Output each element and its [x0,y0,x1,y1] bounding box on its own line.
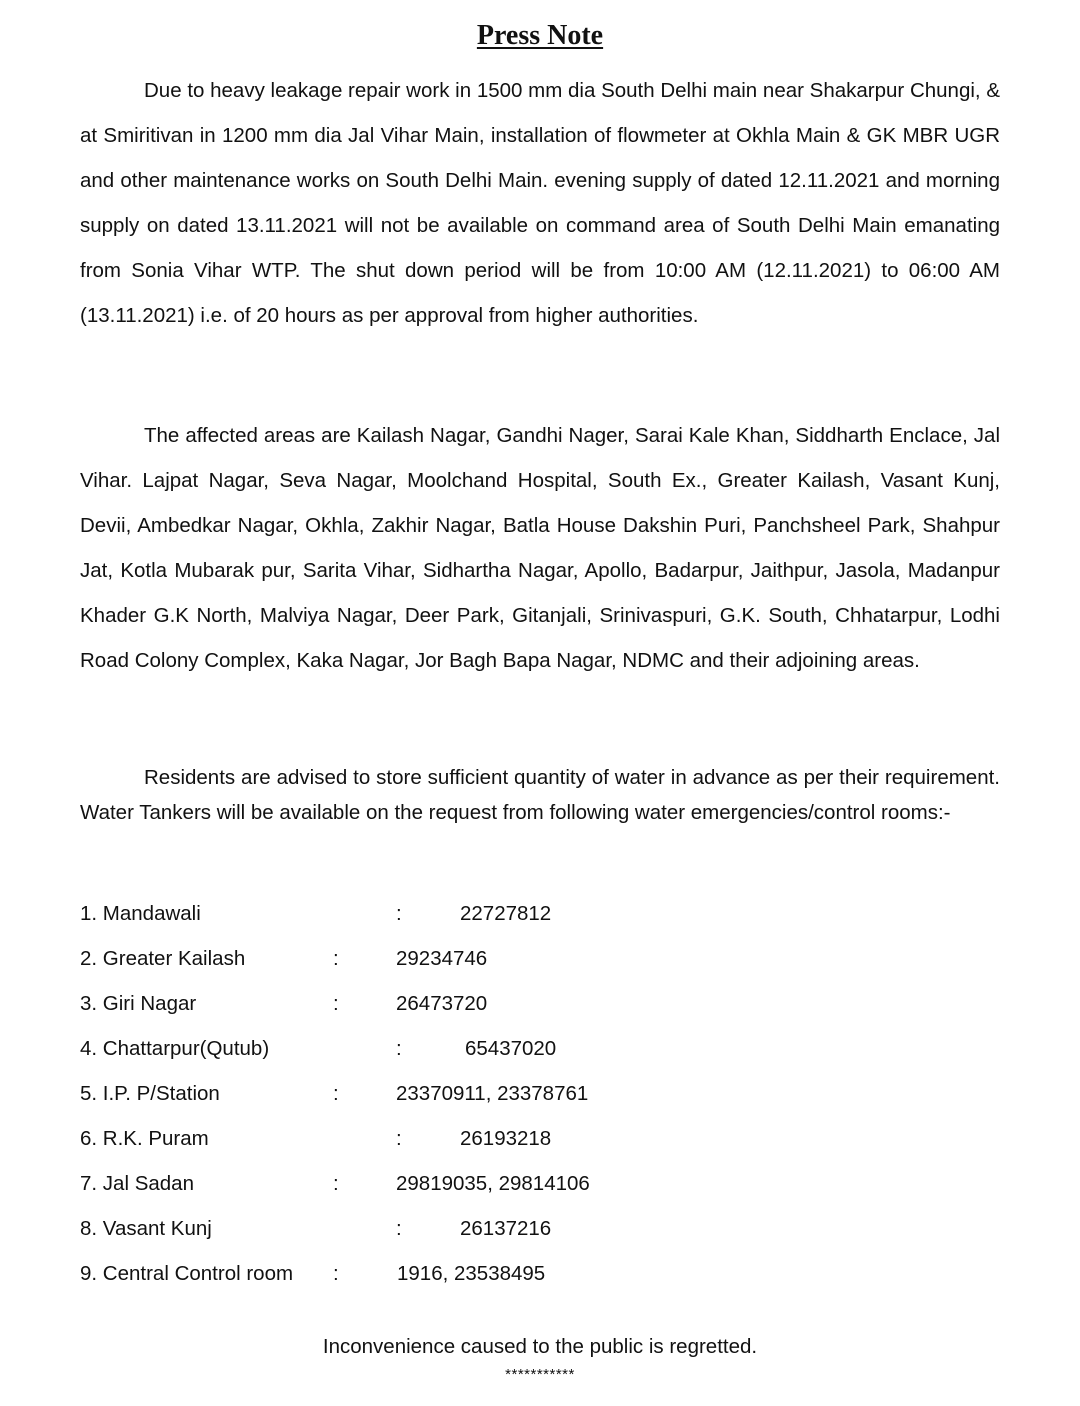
contact-number: 22727812 [460,902,552,925]
contact-name: 4. Chattarpur(Qutub) [80,1037,270,1060]
contact-row-jal-sadan [80,1169,780,1199]
contact-row-mandawali [80,899,780,929]
contact-number: 29234746 [396,947,488,970]
contact-number: 26193218 [460,1127,552,1150]
page-title: Press Note [476,20,604,51]
contact-number: 29819035, 29814106 [396,1172,590,1195]
contact-row-greater-kailash [80,944,780,974]
contact-separator: : [396,902,402,925]
paragraph-shutdown-notice: Due to heavy leakage repair work in 1500 mm dia South Delhi main near Shakarpur Chungi, & at Smiritivan in 1200 mm dia Jal Vihar Main, installation of flowmeter at Okhla Main & GK MBR UGR and other maintenance works on South Delhi Main. evening supply of dated 12.11.2021 and morning supply on dated 13.11.2021 will not be available on command area of South Delhi Main emanating from Sonia Vihar WTP. The shut down period will be from 10:00 AM (12.11.2021) to 06:00 AM (13.11.2021) i.e. of 20 hours as per approval from higher authorities. [80,79,1000,327]
contact-separator: : [333,1082,339,1105]
contact-number: 1916, 23538495 [397,1262,546,1285]
contact-separator: : [333,1262,339,1285]
contact-row-ip-station [80,1079,780,1109]
contact-separator: : [333,1172,339,1195]
contact-separator: : [396,1127,402,1150]
contact-separator: : [333,992,339,1015]
contact-row-vasant-kunj [80,1214,780,1244]
contact-name: 2. Greater Kailash [80,947,246,970]
contact-separator: : [333,947,339,970]
contact-number: 26137216 [460,1217,552,1240]
contact-name: 9. Central Control room [80,1262,294,1285]
end-marker: *********** [505,1366,575,1383]
contact-number: 23370911, 23378761 [396,1082,589,1105]
contact-name: 1. Mandawali [80,902,201,925]
contact-number: 65437020 [465,1037,557,1060]
contact-name: 8. Vasant Kunj [80,1217,212,1240]
contact-separator: : [396,1037,402,1060]
contact-name: 7. Jal Sadan [80,1172,194,1195]
closing-statement: Inconvenience caused to the public is regretted. [322,1335,758,1358]
contact-name: 6. R.K. Puram [80,1127,209,1150]
contact-separator: : [396,1217,402,1240]
contact-number: 26473720 [396,992,488,1015]
contact-row-central-control-room [80,1259,780,1289]
contact-row-chattarpur [80,1034,780,1064]
contact-name: 3. Giri Nagar [80,992,197,1015]
paragraph-residents-advice: Residents are advised to store sufficient quantity of water in advance as per their requirement. Water Tankers will be available on the request from following water emergencies/control rooms:- [80,766,1000,824]
contact-row-giri-nagar [80,989,780,1019]
contact-row-rk-puram [80,1124,780,1154]
contact-name: 5. I.P. P/Station [80,1082,220,1105]
paragraph-affected-areas: The affected areas are Kailash Nagar, Gandhi Nager, Sarai Kale Khan, Siddharth Enclace, Jal Vihar. Lajpat Nagar, Seva Nagar, Moolchand Hospital, South Ex., Greater Kailash, Vasant Kunj, Devii, Ambedkar Nagar, Okhla, Zakhir Nagar, Batla House Dakshin Puri, Panchsheel Park, Shahpur Jat, Kotla Mubarak pur, Sarita Vihar, Sidhartha Nagar, Apollo, Badarpur, Jaithpur, Jasola, Madanpur Khader G.K North, Malviya Nagar, Deer Park, Gitanjali, Srinivaspuri, G.K. South, Chhatarpur, Lodhi Road Colony Complex, Kaka Nagar, Jor Bagh Bapa Nagar, NDMC and their adjoining areas. [80,424,1000,672]
